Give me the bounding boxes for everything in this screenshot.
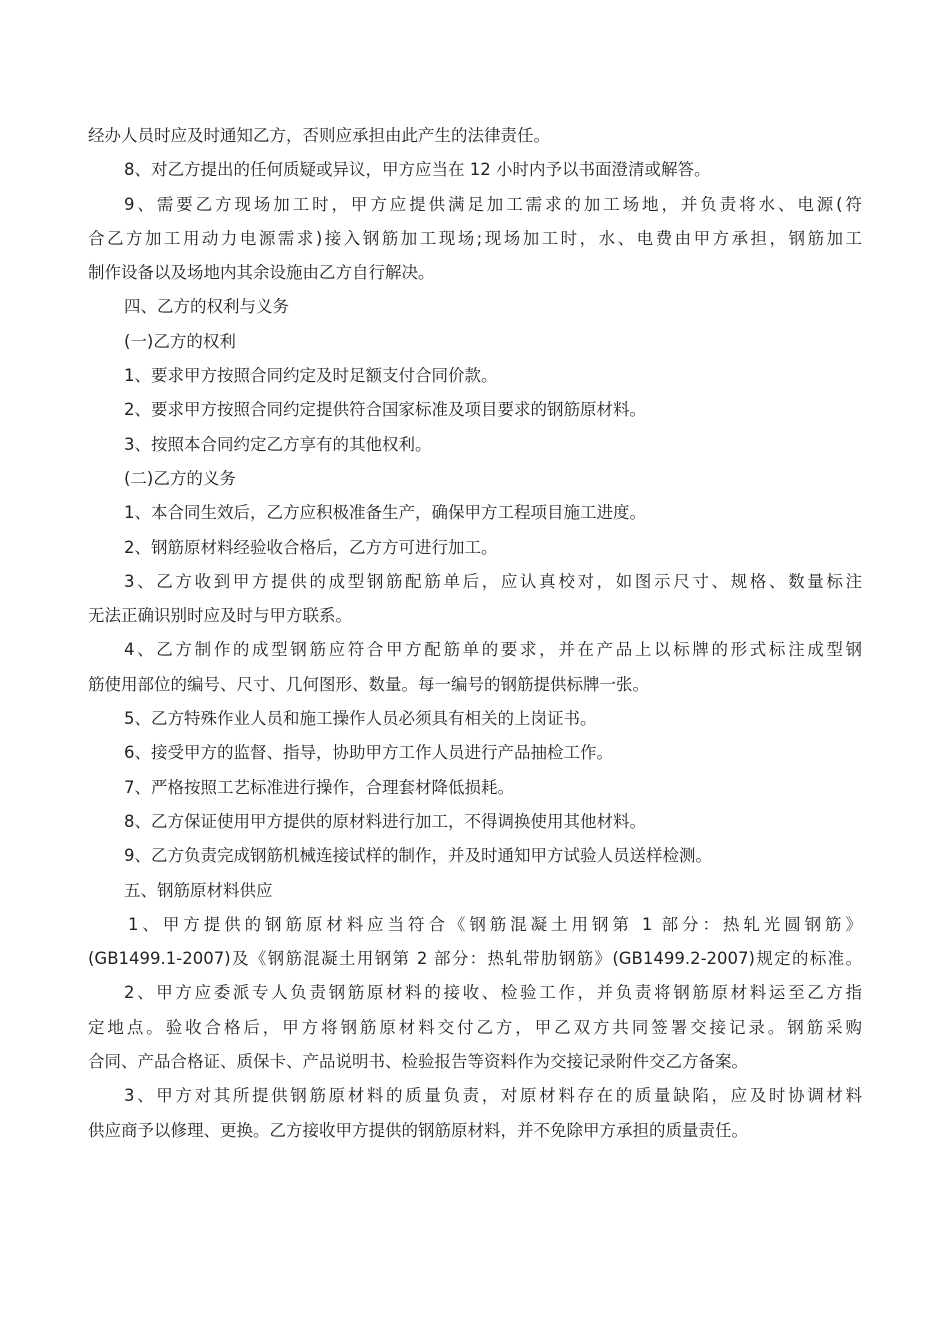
paragraph-line: 3、按照本合同约定乙方享有的其他权利。 [124, 434, 432, 454]
paragraph-line: 2、甲方应委派专人负责钢筋原材料的接收、检验工作，并负责将钢筋原材料运至乙方指 [124, 983, 862, 1003]
paragraph-line: 定地点。验收合格后，甲方将钢筋原材料交付乙方，甲乙双方共同签署交接记录。钢筋采购 [88, 1017, 862, 1037]
paragraph-line: 1、要求甲方按照合同约定及时足额支付合同价款。 [124, 366, 498, 386]
paragraph-line: 9、需要乙方现场加工时，甲方应提供满足加工需求的加工场地，并负责将水、电源(符 [124, 194, 862, 214]
paragraph-line: 合同、产品合格证、质保卡、产品说明书、检验报告等资料作为交接记录附件交乙方备案。 [88, 1052, 748, 1072]
paragraph-line: 8、对乙方提出的任何质疑或异议，甲方应当在 12 小时内予以书面澄清或解答。 [124, 160, 711, 180]
paragraph-line: 合乙方加工用动力电源需求)接入钢筋加工现场;现场加工时，水、电费由甲方承担，钢筋加工 [88, 228, 862, 248]
paragraph-line: 经办人员时应及时通知乙方，否则应承担由此产生的法律责任。 [88, 126, 550, 145]
section-heading: 四、乙方的权利与义务 [124, 297, 289, 317]
paragraph-line: 1、本合同生效后，乙方应积极准备生产，确保甲方工程项目施工进度。 [124, 503, 646, 523]
paragraph-line: 供应商予以修理、更换。乙方接收甲方提供的钢筋原材料，并不免除甲方承担的质量责任。 [88, 1120, 748, 1140]
paragraph-line: 6、接受甲方的监督、指导，协助甲方工作人员进行产品抽检工作。 [124, 743, 613, 763]
subsection-heading: (二)乙方的义务 [124, 468, 236, 488]
paragraph-line: 3、乙方收到甲方提供的成型钢筋配筋单后，应认真校对，如图示尺寸、规格、数量标注 [124, 571, 862, 591]
subsection-heading: (一)乙方的权利 [124, 331, 236, 351]
paragraph-line: 9、乙方负责完成钢筋机械连接试样的制作，并及时通知甲方试验人员送样检测。 [124, 846, 712, 866]
paragraph-line: 4、乙方制作的成型钢筋应符合甲方配筋单的要求，并在产品上以标牌的形式标注成型钢 [124, 640, 862, 660]
paragraph-line: (GB1499.1-2007)及《钢筋混凝土用钢第 2 部分：热轧带肋钢筋》(GB1499.2-2007)规定的标准。 [88, 949, 862, 969]
paragraph-line: 制作设备以及场地内其余设施由乙方自行解决。 [88, 263, 435, 283]
paragraph-line: 7、严格按照工艺标准进行操作，合理套材降低损耗。 [124, 777, 514, 797]
paragraph-line: 5、乙方特殊作业人员和施工操作人员必须具有相关的上岗证书。 [124, 709, 597, 729]
paragraph-line: 8、乙方保证使用甲方提供的原材料进行加工，不得调换使用其他材料。 [124, 811, 646, 831]
paragraph-line: 2、钢筋原材料经验收合格后，乙方方可进行加工。 [124, 537, 498, 557]
paragraph-line: 无法正确识别时应及时与甲方联系。 [88, 606, 352, 626]
paragraph-line: 2、要求甲方按照合同约定提供符合国家标准及项目要求的钢筋原材料。 [124, 400, 646, 420]
section-heading: 五、钢筋原材料供应 [124, 880, 273, 900]
paragraph-line: 筋使用部位的编号、尺寸、几何图形、数量。每一编号的钢筋提供标牌一张。 [88, 674, 649, 694]
paragraph-line: 1、甲方提供的钢筋原材料应当符合《钢筋混凝土用钢第 1 部分：热轧光圆钢筋》 [128, 914, 862, 934]
paragraph-line: 3、甲方对其所提供钢筋原材料的质量负责，对原材料存在的质量缺陷，应及时协调材料 [124, 1086, 862, 1106]
